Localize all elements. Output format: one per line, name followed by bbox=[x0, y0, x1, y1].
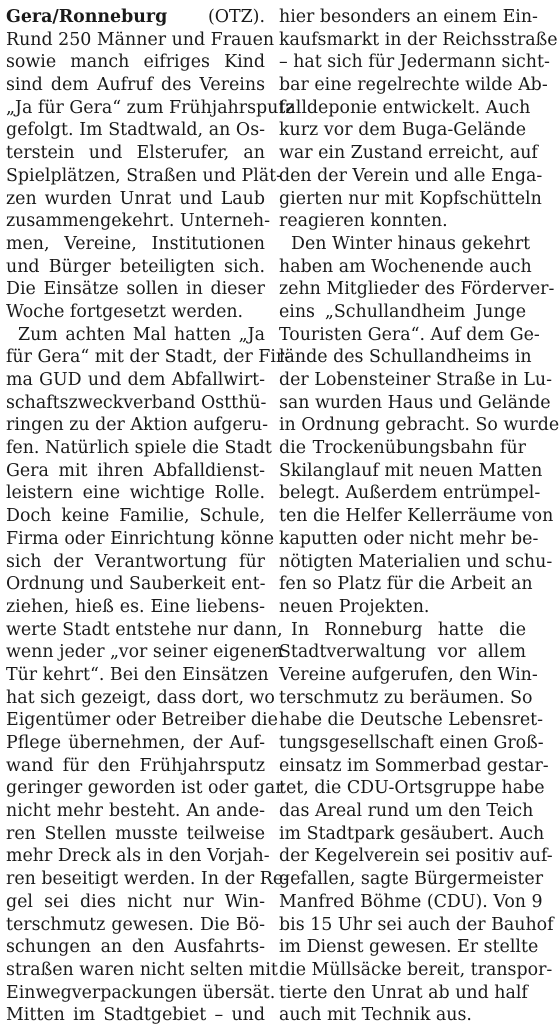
article-line: auch mit Technik aus. bbox=[279, 1005, 472, 1026]
article-line: ma GUD und dem Abfallwirt- bbox=[6, 370, 265, 390]
article-line: Manfred Böhme (CDU). Von 9 bbox=[279, 891, 543, 912]
article-line: zusammengekehrt. Unterneh- bbox=[6, 211, 270, 232]
article-line: in Ordnung gebracht. So wurde bbox=[279, 415, 559, 436]
article-line: sich der Verantwortung für bbox=[6, 551, 265, 572]
article-line: war ein Zustand erreicht, auf bbox=[279, 143, 538, 164]
article-line: schungen an den Ausfahrts- bbox=[6, 937, 265, 958]
article-line: Vereine aufgerufen, den Win- bbox=[279, 664, 538, 685]
article-line: werte Stadt entstehe nur dann, bbox=[6, 619, 283, 640]
article-line: sind dem Aufruf des Vereins bbox=[6, 75, 265, 96]
article-line: kaufsmarkt in der Reichsstraße bbox=[279, 29, 558, 50]
dateline-line bbox=[6, 6, 265, 29]
article-column-right bbox=[279, 6, 559, 1027]
article-line: eins „Schullandheim Junge bbox=[279, 301, 526, 322]
article-line: Woche fortgesetzt werden. bbox=[6, 301, 244, 322]
article-line: Stadtverwaltung vor allem bbox=[279, 642, 526, 663]
article-column-left bbox=[6, 6, 295, 1027]
article-line: einsatz im Sommerbad gestar- bbox=[279, 755, 549, 776]
article-line: terschmutz zu beräumen. So bbox=[279, 687, 533, 708]
article-line: wenn jeder „vor seiner eigenen bbox=[6, 642, 283, 663]
article-line: lände des Schullandheims in bbox=[279, 347, 532, 368]
article-line: gefolgt. Im Stadtwald, an Os- bbox=[6, 120, 265, 141]
article-line: tet, die CDU-Ortsgruppe habe bbox=[279, 778, 545, 799]
article-line: bar eine regelrechte wilde Ab- bbox=[279, 75, 548, 96]
article-line: neuen Projekten. bbox=[279, 596, 430, 617]
article-line: im Stadtpark gesäubert. Auch bbox=[279, 823, 545, 844]
article-line: san wurden Haus und Gelände bbox=[279, 392, 551, 413]
article-line: haben am Wochenende auch bbox=[279, 256, 532, 277]
article-line: mehr Dreck als in den Vorjah- bbox=[6, 846, 270, 867]
article-line: leistern eine wichtige Rolle. bbox=[6, 483, 265, 504]
article-line: gierten nur mit Kopfschütteln bbox=[279, 188, 542, 209]
article-line: Tür kehrt“. Bei den Einsätzen bbox=[6, 664, 269, 685]
article-line: ringen zu der Aktion aufgeru- bbox=[6, 415, 269, 436]
article-line: Skilanglauf mit neuen Matten bbox=[279, 460, 543, 481]
article-line: Die Einsätze sollen in dieser bbox=[6, 279, 265, 300]
article-line: die Müllsäcke bereit, transpor- bbox=[279, 959, 553, 980]
article-line: Einwegverpackungen übersät. bbox=[6, 982, 276, 1003]
article-line: schaftszweckverband Ostthü- bbox=[6, 392, 267, 413]
article-line: nötigten Materialien und schu- bbox=[279, 551, 553, 572]
article-line: Gera mit ihren Abfalldienst- bbox=[6, 460, 265, 481]
article-line: geringer geworden ist oder gar bbox=[6, 778, 284, 799]
article-line: für Gera“ mit der Stadt, der Fir- bbox=[6, 347, 291, 368]
article-line: straßen waren nicht selten mit bbox=[6, 959, 278, 980]
article-line: Ordnung und Sauberkeit ent- bbox=[6, 574, 266, 595]
article-line: falldeponie entwickelt. Auch bbox=[279, 97, 531, 118]
article-line: belegt. Außerdem entrümpel- bbox=[279, 483, 541, 504]
article-line: Rund 250 Männer und Frauen bbox=[6, 29, 275, 50]
article-line: ten die Helfer Kellerräume von bbox=[279, 506, 554, 527]
article-line: ren Stellen musste teilweise bbox=[6, 823, 265, 844]
article-line: reagieren konnten. bbox=[279, 211, 448, 232]
article-line: nicht mehr besteht. An ande- bbox=[6, 801, 265, 822]
article-line: Spielplätzen, Straßen und Plät- bbox=[6, 165, 282, 186]
article-line: Den Winter hinaus gekehrt bbox=[291, 233, 531, 254]
article-line: kurz vor dem Buga-Gelände bbox=[279, 120, 526, 141]
article-line: Firma oder Einrichtung könne bbox=[6, 528, 275, 549]
agency-tag: (OTZ). bbox=[207, 7, 265, 27]
article-line: den der Verein und alle Enga- bbox=[279, 165, 543, 186]
article-line: men, Vereine, Institutionen bbox=[6, 233, 265, 254]
article-line: – hat sich für Jedermann sicht- bbox=[279, 52, 550, 73]
article-line: habe die Deutsche Lebensret- bbox=[279, 710, 544, 731]
article-line: der Kegelverein sei positiv auf- bbox=[279, 846, 553, 867]
article-line: das Areal rund um den Teich bbox=[279, 801, 534, 822]
article-line: sowie manch eifriges Kind bbox=[6, 52, 265, 73]
dateline: Gera/Ronneburg bbox=[6, 7, 168, 27]
article-line: Eigentümer oder Betreiber die bbox=[6, 710, 278, 731]
article-line: Touristen Gera“. Auf dem Ge- bbox=[279, 324, 540, 345]
article-line: terstein und Elsterufer, an bbox=[6, 143, 265, 164]
article-line: In Ronneburg hatte die bbox=[291, 619, 526, 640]
article-line: Zum achten Mal hatten „Ja bbox=[18, 324, 265, 345]
article-line: hat sich gezeigt, dass dort, wo bbox=[6, 687, 275, 708]
article-line: bis 15 Uhr sei auch der Bauhof bbox=[279, 914, 554, 935]
article-line: hier besonders an einem Ein- bbox=[279, 7, 538, 27]
article-line: Mitten im Stadtgebiet – und bbox=[6, 1005, 265, 1026]
article-line: terschmutz gewesen. Die Bö- bbox=[6, 914, 265, 935]
article-line: zehn Mitglieder des Förderver- bbox=[279, 279, 555, 300]
article-line: und Bürger beteiligten sich. bbox=[6, 256, 265, 277]
article-line: fen. Natürlich spiele die Stadt bbox=[6, 438, 272, 459]
article-line: ren beseitigt werden. In der Re- bbox=[6, 869, 290, 890]
article-line: der Lobensteiner Straße in Lu- bbox=[279, 370, 552, 390]
article-line: ziehen, hieß es. Eine liebens- bbox=[6, 596, 265, 617]
article-line: gel sei dies nicht nur Win- bbox=[6, 891, 265, 912]
article-line: Doch keine Familie, Schule, bbox=[6, 506, 265, 527]
article-line: gefallen, sagte Bürgermeister bbox=[279, 869, 544, 890]
article-line: tungsgesellschaft einen Groß- bbox=[279, 733, 544, 753]
article-line: zen wurden Unrat und Laub bbox=[6, 188, 265, 209]
article-line: fen so Platz für die Arbeit an bbox=[279, 574, 533, 595]
article-line: Pflege übernehmen, der Auf- bbox=[6, 733, 265, 753]
article-line: wand für den Frühjahrsputz bbox=[6, 755, 265, 776]
article-line: „Ja für Gera“ zum Frühjahrsputz bbox=[6, 97, 295, 118]
article-line: im Dienst gewesen. Er stellte bbox=[279, 937, 539, 958]
article-line: die Trockenübungsbahn für bbox=[279, 438, 526, 459]
article-line: tierte den Unrat ab und half bbox=[279, 982, 528, 1003]
article-line: kaputten oder nicht mehr be- bbox=[279, 528, 539, 549]
